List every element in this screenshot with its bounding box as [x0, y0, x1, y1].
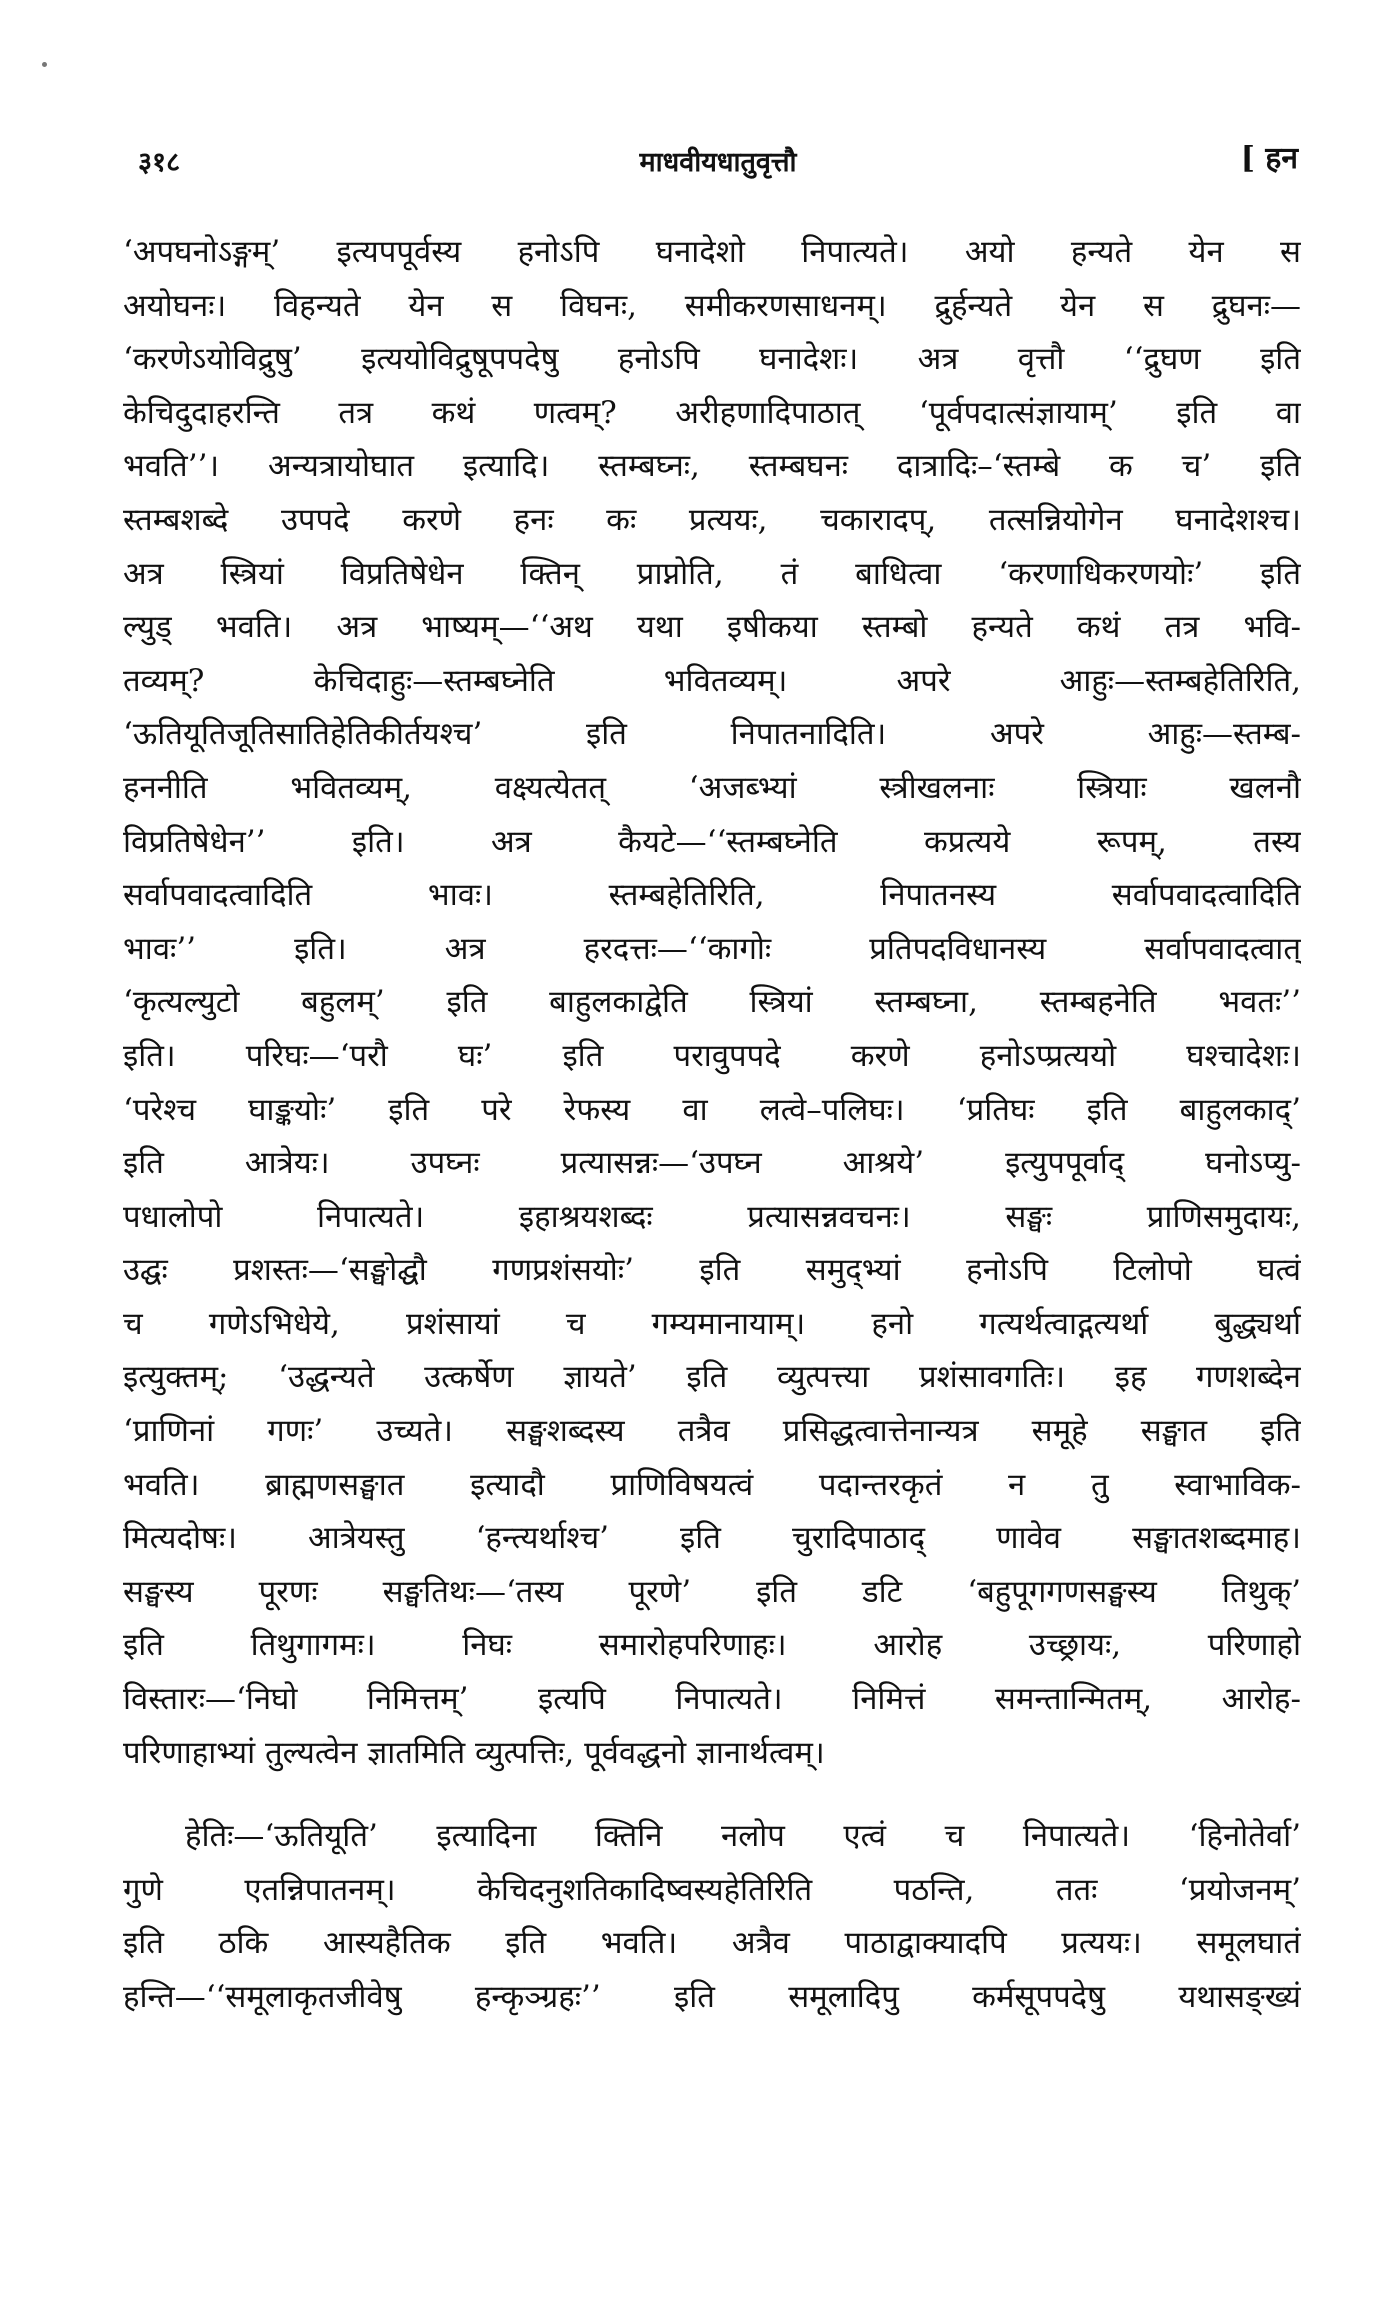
paragraph-1	[123, 226, 1301, 1780]
text-line: हननीति भवितव्यम्, वक्ष्यत्येतत् ‘अजब्भ्यां स्त्रीखलनाः स्त्रियाः खलनौ	[123, 769, 1301, 806]
text-line: परिणाहाभ्यां तुल्यत्वेन ज्ञातमिति व्युत्पत्तिः, पूर्ववद्धनो ज्ञानार्थत्वम्।	[123, 1734, 825, 1771]
text-line: उद्घः प्रशस्तः—‘सङ्घोद्घौ गणप्रशंसयोः’ इति समुद्भ्यां हनोऽपि टिलोपो घत्वं	[123, 1252, 1301, 1289]
text-line: तव्यम्? केचिदाहुः—स्तम्बघ्नेति भवितव्यम्। अपरे आहुः—स्तम्बहेतिरिति,	[123, 662, 1301, 699]
paragraph-gap	[123, 1780, 1301, 1810]
page-number: ३१८	[138, 147, 181, 178]
text-line: च गणेऽभिधेये, प्रशंसायां च गम्यमानायाम्। हनो गत्यर्थत्वाद्गत्यर्था बुद्ध्यर्था	[123, 1305, 1301, 1342]
text-line: विप्रतिषेधेन’’ इति। अत्र कैयटे—‘‘स्तम्बघ्नेति कप्रत्यये रूपम्, तस्य	[123, 823, 1301, 860]
section-mark: [ हन	[1240, 141, 1298, 176]
text-line: ‘प्राणिनां गणः’ उच्यते। सङ्घशब्दस्य तत्रैव प्रसिद्धत्वात्तेनान्यत्र समूहे सङ्घात इति	[123, 1413, 1301, 1450]
text-line: सङ्घस्य पूरणः सङ्घतिथः—‘तस्य पूरणे’ इति डटि ‘बहुपूगगणसङ्घस्य तिथुक्’	[123, 1573, 1301, 1610]
text-line: इति। परिघः—‘परौ घः’ इति परावुपपदे करणे हनोऽप्प्रत्ययो घश्चादेशः।	[123, 1037, 1301, 1074]
text-line: इति आत्रेयः। उपघ्नः प्रत्यासन्नः—‘उपघ्न आश्रये’ इत्युपपूर्वाद् घनोऽप्यु-	[123, 1145, 1301, 1182]
running-title: माधवीयधातुवृत्तौ	[639, 147, 797, 178]
scan-speck	[42, 62, 47, 67]
text-line: भवति’’। अन्यत्रायोघात इत्यादि। स्तम्बघ्नः, स्तम्बघनः दात्रादिः–‘स्तम्बे क च’ इति	[123, 448, 1301, 485]
page-header	[138, 142, 1298, 192]
text-line: इति तिथुगागमः। निघः समारोहपरिणाहः। आरोह उच्छ्रायः, परिणाहो	[123, 1627, 1301, 1664]
text-line: मित्यदोषः। आत्रेयस्तु ‘हन्त्यर्थाश्च’ इति चुरादिपाठाद् णावेव सङ्घातशब्दमाह।	[123, 1520, 1301, 1557]
text-line: ‘कृत्यल्युटो बहुलम्’ इति बाहुलकाद्वेति स्त्रियां स्तम्बघ्ना, स्तम्बहनेति भवतः’’	[123, 984, 1301, 1021]
text-line: विस्तारः—‘निघो निमित्तम्’ इत्यपि निपात्यते। निमित्तं समन्तान्मितम्, आरोह-	[123, 1681, 1301, 1718]
text-line: ‘ऊतियूतिजूतिसातिहेतिकीर्तयश्च’ इति निपातनादिति। अपरे आहुः—स्तम्ब-	[123, 716, 1301, 753]
text-line: भवति। ब्राह्मणसङ्घात इत्यादौ प्राणिविषयत्वं पदान्तरकृतं न तु स्वाभाविक-	[123, 1466, 1301, 1503]
text-line: अत्र स्त्रियां विप्रतिषेधेन क्तिन् प्राप्नोति, तं बाधित्वा ‘करणाधिकरणयोः’ इति	[123, 555, 1301, 592]
text-line: स्तम्बशब्दे उपपदे करणे हनः कः प्रत्ययः, चकारादप्, तत्सन्नियोगेन घनादेशश्च।	[123, 501, 1301, 538]
text-line: केचिदुदाहरन्ति तत्र कथं णत्वम्? अरीहणादिपाठात् ‘पूर्वपदात्संज्ञायाम्’ इति वा	[123, 394, 1301, 431]
text-line: ल्युड् भवति। अत्र भाष्यम्—‘‘अथ यथा इषीकया स्तम्बो हन्यते कथं तत्र भवि-	[123, 609, 1301, 646]
text-line: इति ठकि आस्यहैतिक इति भवति। अत्रैव पाठाद्वाक्यादपि प्रत्ययः। समूलघातं	[123, 1925, 1301, 1962]
text-line: हेतिः—‘ऊतियूति’ इत्यादिना क्तिनि नलोप एत्वं च निपात्यते। ‘हिनोतेर्वा’	[185, 1818, 1301, 1855]
text-line: गुणे एतन्निपातनम्। केचिदनुशतिकादिष्वस्यहेतिरिति पठन्ति, ततः ‘प्रयोजनम्’	[123, 1871, 1301, 1908]
paragraph-2	[123, 1810, 1301, 2024]
text-line: इत्युक्तम्; ‘उद्धन्यते उत्कर्षेण ज्ञायते’ इति व्युत्पत्त्या प्रशंसावगतिः। इह गणशब्देन	[123, 1359, 1301, 1396]
text-line: ‘परेश्च घाङ्कयोः’ इति परे रेफस्य वा लत्वे–पलिघः। ‘प्रतिघः इति बाहुलकाद्’	[123, 1091, 1301, 1128]
text-line: पधालोपो निपात्यते। इहाश्रयशब्दः प्रत्यासन्नवचनः। सङ्घः प्राणिसमुदायः,	[123, 1198, 1301, 1235]
text-line: हन्ति—‘‘समूलाकृतजीवेषु हन्कृञ्ग्रहः’’ इति समूलादिपु कर्मसूपपदेषु यथासङ्ख्यं	[123, 1979, 1301, 2015]
text-line: ‘अपघनोऽङ्गम्’ इत्यपपूर्वस्य हनोऽपि घनादेशो निपात्यते। अयो हन्यते येन स	[123, 234, 1301, 270]
text-line: सर्वापवादत्वादिति भावः। स्तम्बहेतिरिति, निपातनस्य सर्वापवादत्वादिति	[123, 877, 1301, 914]
body-text	[123, 226, 1301, 2025]
text-line: ‘करणेऽयोविद्रुषु’ इत्ययोविद्रुषूपपदेषु हनोऽपि घनादेशः। अत्र वृत्तौ ‘‘द्रुघण इति	[123, 341, 1301, 378]
text-line: भावः’’ इति। अत्र हरदत्तः—‘‘कागोः प्रतिपदविधानस्य सर्वापवादत्वात्	[123, 930, 1301, 967]
text-line: अयोघनः। विहन्यते येन स विघनः, समीकरणसाधनम्। द्रुर्हन्यते येन स द्रुघनः—	[123, 287, 1301, 324]
